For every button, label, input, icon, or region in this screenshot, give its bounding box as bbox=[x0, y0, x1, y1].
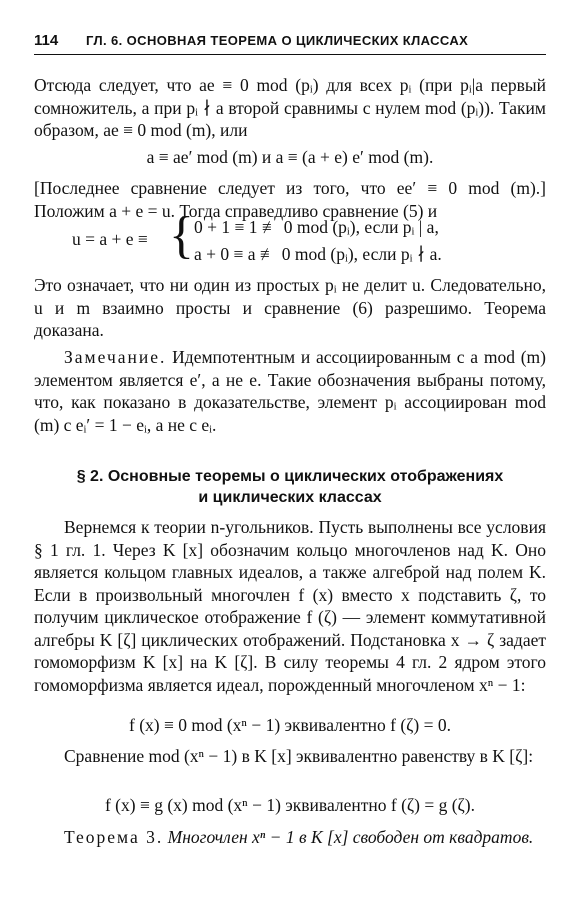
formula-equivalence-2: f (x) ≡ g (x) mod (xⁿ − 1) эквивалентно f (ζ) = g (ζ). bbox=[104, 795, 475, 815]
theorem-text: Многочлен xⁿ − 1 в K [x] свободен от квадратов. bbox=[167, 827, 534, 847]
theorem-3 bbox=[34, 826, 546, 849]
formula-congruences: a ≡ ae′ mod (m) и a ≡ (a + e) e′ mod (m). bbox=[146, 147, 434, 167]
case-formula-lhs: u = a + e ≡ bbox=[72, 229, 148, 249]
paragraph-conclusion: Это означает, что ни один из простых pᵢ не делит u. Следовательно, u и m взаимно просты и сравнение (6) разрешимо. Теорема доказана. bbox=[34, 275, 546, 340]
page-number: 114 bbox=[34, 32, 59, 49]
theorem-label: Теорема 3. bbox=[64, 827, 164, 847]
section-heading-line-1: § 2. Основные теоремы о циклических отображениях bbox=[76, 468, 504, 485]
remark-label: Замечание. bbox=[64, 347, 167, 367]
remark-text: Идемпотентным и ассоциированным с a mod (m) элементом является e′, а не e. Такие обозначения выбраны потому, что, как показано в доказательстве, элемент pᵢ ассоциирован mod (m) с eᵢ′ = 1 − eᵢ, а не с eᵢ. bbox=[34, 347, 547, 435]
section-heading bbox=[34, 466, 546, 508]
paragraph-last-congruence: [Последнее сравнение следует из того, что ee′ ≡ 0 mod (m).] Положим a + e = u. Тогда справедливо сравнение (5) и bbox=[34, 178, 546, 221]
case-row-2: a + 0 ≡ a ≢ 0 mod (pᵢ), если pᵢ ∤ a. bbox=[194, 244, 442, 264]
case-row-1: 0 + 1 ≡ 1 ≢ 0 mod (pᵢ), если pᵢ | a, bbox=[194, 217, 439, 237]
paragraph-proof-continuation: Отсюда следует, что ae ≡ 0 mod (pᵢ) для всех pᵢ (при pᵢ|a первый сомножитель, а при pᵢ ∤ a второй сравнимы с нулем mod (pᵢ)). Таким образом, ae ≡ 0 mod (m), или bbox=[34, 75, 546, 140]
remark-paragraph bbox=[34, 346, 546, 436]
running-title: ГЛ. 6. ОСНОВНАЯ ТЕОРЕМА О ЦИКЛИЧЕСКИХ КЛАССАХ bbox=[86, 33, 469, 48]
left-brace: { bbox=[169, 207, 194, 264]
section-heading-line-2: и циклических классах bbox=[198, 489, 382, 506]
paragraph-congruence-equivalence: Сравнение mod (xⁿ − 1) в K [x] эквивалентно равенству в K [ζ]: bbox=[64, 746, 534, 766]
running-header bbox=[34, 32, 546, 55]
case-formula bbox=[72, 207, 542, 268]
formula-equivalence-1: f (x) ≡ 0 mod (xⁿ − 1) эквивалентно f (ζ) = 0. bbox=[129, 715, 451, 735]
paragraph-n-gons: Вернемся к теории n-угольников. Пусть выполнены все условия § 1 гл. 1. Через K [x] обозначим кольцо многочленов над K. Оно является кольцом главных идеалов, а также алгеброй над полем K. Если в произвольный многочлен f (x) вместо x подставить ζ, то получим циклическое отображение f (ζ) — элемент коммутативной алгебры K [ζ] циклических отображений. Подстановка x → ζ задает гомоморфизм K [x] на K [ζ]. В силу теоремы 4 гл. 2 ядром этого гомоморфизма является идеал, порожденный многочленом xⁿ − 1: bbox=[34, 517, 546, 695]
